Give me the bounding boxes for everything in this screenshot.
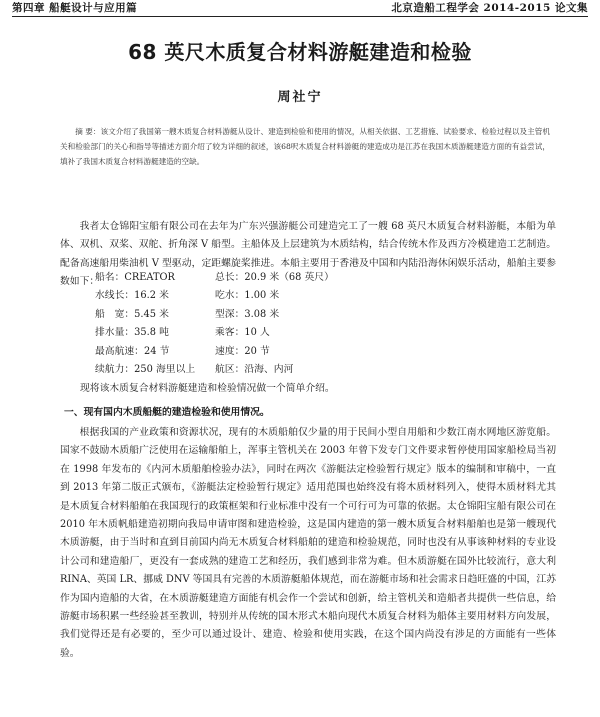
spec-item: 吃水：1.00 米 [215, 290, 280, 302]
paper-title: 68 英尺木质复合材料游艇建造和检验 [128, 40, 472, 64]
spec-row [95, 324, 395, 342]
spec-item: 续航力：250 海里以上 [95, 363, 196, 375]
abstract: 摘 要：该文介绍了我国第一艘木质复合材料游艇从设计、建造到检验和使用的情况，从相关依据、工艺措施、试验要求、检验过程以及主管机关和检验部门的关心和指导等描述方面介绍了较为详细的叙述，该68呎木质复合材料游艇的建造成功是江苏在我国木质游艇建造方面的有益尝试，填补了我国木质复合材料游艇建造的空缺。 [60, 127, 550, 166]
spec-item: 最高航速：24 节 [95, 345, 170, 357]
spec-item: 船名：CREATOR [95, 272, 175, 283]
header-rule [12, 16, 588, 17]
spec-item: 总长：20.9 米（68 英尺） [215, 272, 334, 283]
body-paragraph: 根据我国的产业政策和资源状况，现有的木质船舶仅少量的用于民间小型自用船和少数江南水网地区游览船。国家不鼓励木质船广泛使用在运输船舶上，浑事主管机关在 2003 年曾下发专门文件要求暂停使用国家船检局当初在 1998 年发布的《内河木质船舶检验办法》，同时在两次《游艇法定检验暂行规定》版本的编制和审稿中，一直到 2013 年第二版正式颁布，《游艇法定检验暂行规定》适用范围也始终没有将木质材料列入，使得木质材料尤其是木质复合材料船舶在我国现行的政策框架和行业标准中没有一个可行可为可靠的依据。太仓锦阳宝船有限公司在 2010 年木质帆船建造初期向我局申请审图和建造检验，这是国内建造的第一艘木质复合材料船舶也是第一艘现代木质游艇，由于当时和直到目前国内尚无木质复合材料船舶的建造和检验规范，同时也没有从事该种材料的专业设计公司和建造船厂，更没有一套成熟的建造工艺和经历，我们感到非常为难。但木质游艇在国外比较流行，意大利 RINA、英国 LR、挪威 DNV 等国具有完善的木质游艇船体规范，而在游艇市场和社会需求日趋旺盛的中国，江苏作为国内造船的大省，在木质游艇建造方面能有机会作一个尝试和创新，给主管机关和造船者共提供一些信息，给游艇市场积累一些经验甚至教训，特别并从传统的国木形式木船向现代木质复合材料为船体主要用材料方向发展，我们觉得还是有必要的，至少可以通过设计、建造、检验和使用实践，在这个国内尚没有涉足的方面能有一些体验。 [60, 427, 556, 659]
intro-paragraph: 我者太仓锦阳宝船有限公司在去年为广东兴强游艇公司建造完工了一艘 68 英尺木质复合材料游艇，本船为单体、双机、双桨、双舵、折角深 V 船型。主船体及上层建筑为木质结构，结合传统木作及西方冷模建造工艺制造。配备高速船用柴油机 V 型驱动，定距螺旋桨推进。本船主要用于香港及中国和内陆沿海休闲娱乐活动，船舶主要参数如下： [60, 221, 556, 288]
spec-row [95, 287, 395, 305]
spec-item: 航区：沿海、内河 [215, 363, 294, 375]
ship-parameters [95, 269, 395, 379]
spec-item: 乘客：10 人 [215, 327, 270, 339]
section-heading: 一、现有国内木质船艇的建造检验和使用情况。 [64, 407, 270, 418]
spec-item: 排水量：35.8 吨 [95, 327, 169, 339]
spec-row [95, 361, 395, 379]
spec-item: 水线长：16.2 米 [95, 290, 169, 302]
summary-sentence: 现将该木质复合材料游艇建造和检验情况做一个简单介绍。 [80, 383, 335, 394]
spec-row [95, 269, 395, 287]
running-header-chapter: 第四章 船艇设计与应用篇 [12, 2, 138, 14]
author-name: 周社宁 [277, 90, 323, 105]
spec-item: 速度：20 节 [215, 345, 270, 357]
spec-row [95, 343, 395, 361]
spec-item: 型深：3.08 米 [215, 308, 280, 320]
running-header [12, 0, 588, 15]
spec-row [95, 306, 395, 324]
running-header-proceedings: 北京造船工程学会 2014-2015 论文集 [391, 2, 588, 14]
spec-item: 船 宽：5.45 米 [95, 308, 169, 320]
